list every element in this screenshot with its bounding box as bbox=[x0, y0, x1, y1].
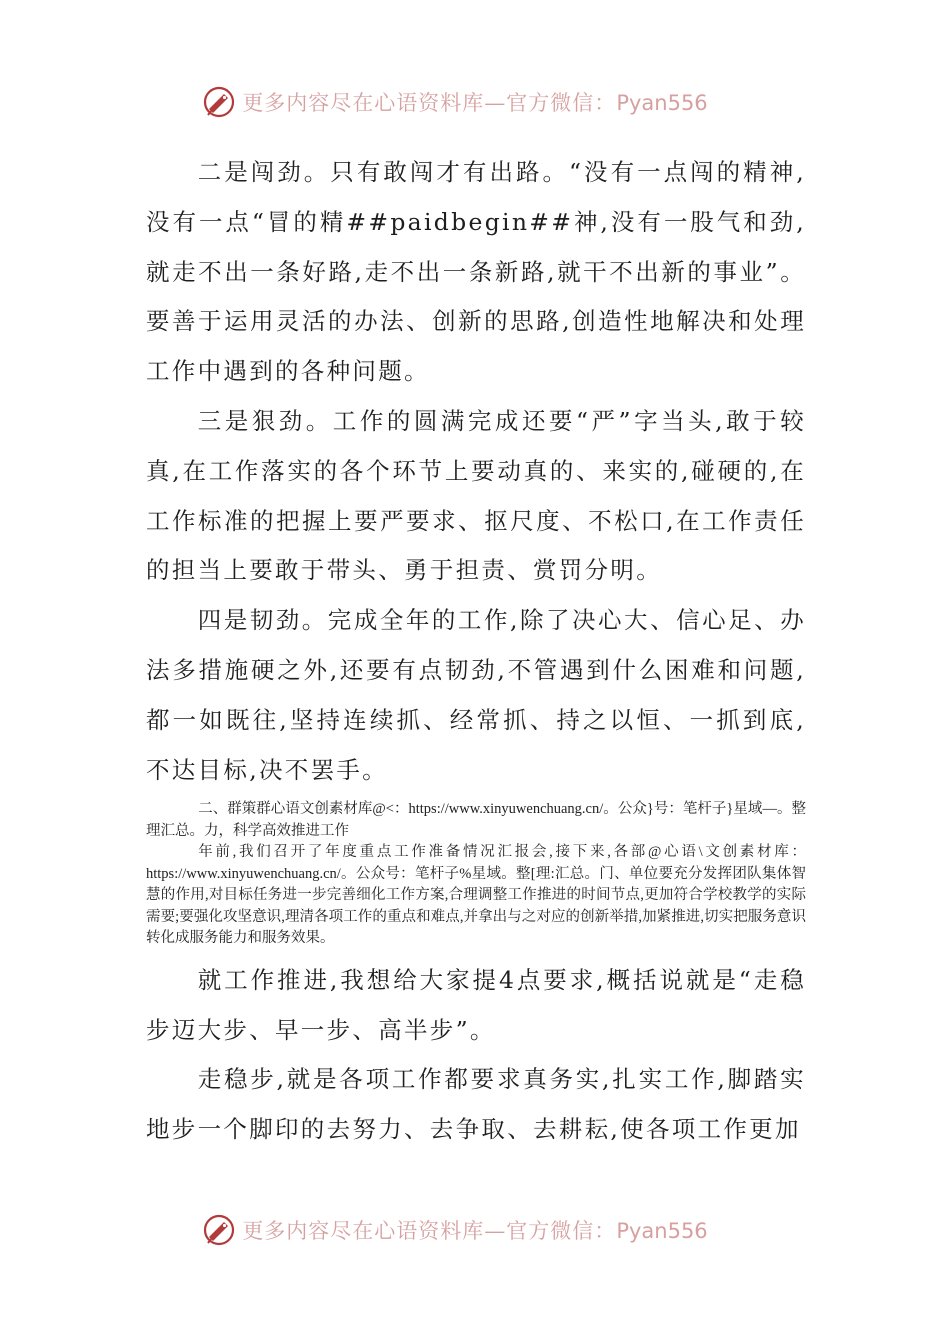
header-watermark bbox=[0, 82, 950, 122]
paragraph-chuangjin: 二是闯劲。只有敢闯才有出路。“没有一点闯的精神,没有一点“冒的精##paidbegin##神,没有一股气和劲,就走不出一条好路,走不出一条新路,就干不出新的事业”。要善于运用灵活的办法、创新的思路,创造性地解决和处理工作中遇到的各种问题。 bbox=[146, 158, 806, 386]
paragraph-henjin: 三是狠劲。工作的圆满完成还要“严”字当头,敢于较真,在工作落实的各个环节上要动真的、来实的,碰硬的,在工作标准的把握上要严要求、抠尺度、不松口,在工作责任的担当上要敢于带头、勇于担责、赏罚分明。 bbox=[146, 406, 806, 585]
watermark-text: 更多内容尽在心语资料库—官方微信：Pyan556 bbox=[242, 91, 708, 115]
wechat-id: Pyan556 bbox=[616, 1219, 708, 1243]
paragraph-zouwenbu: 走稳步,就是各项工作都要求真务实,扎实工作,脚踏实地步一个脚印的去努力、去争取、去耕耘,使各项工作更加 bbox=[146, 1065, 806, 1144]
document-body bbox=[146, 148, 806, 1155]
small-paragraph: 年前,我们召开了年度重点工作准备情况汇报会,接下来,各部@心语\文创素材库：https://www.xinyuwenchuang.cn/。公众号：笔杆子%星域。整[理:汇总。门、单位要充分发挥团队集体智慧的作用,对目标任务进一步完善细化工作方案,合理调整工作推进的时间节点,更加符合学校教学的实际需要;要强化攻坚意识,理清各项工作的重点和难点,并拿出与之对应的创新举措,加紧推进,切实把服务意识转化成服务能力和服务效果。 bbox=[146, 844, 806, 947]
paragraph-renjin: 四是韧劲。完成全年的工作,除了决心大、信心足、办法多措施硬之外,还要有点韧劲,不管遇到什么困难和问题,都一如既往,坚持连续抓、经常抓、持之以恒、一抓到底,不达目标,决不罢手。 bbox=[146, 606, 806, 784]
paragraph-requirements: 就工作推进,我想给大家提4点要求,概括说就是“走稳步迈大步、早一步、高半步”。 bbox=[146, 965, 806, 1044]
watermark-text: 更多内容尽在心语资料库—官方微信：Pyan556 bbox=[242, 1219, 708, 1243]
section-heading-small: 二、群策群心语文创素材库@<：https://www.xinyuwenchuang.cn/。公众}号：笔杆子}星域—。整理汇总。力，科学高效推进工作 bbox=[146, 801, 806, 839]
wechat-id: Pyan556 bbox=[616, 91, 708, 115]
pen-nib-circle-icon bbox=[202, 85, 236, 119]
pen-nib-circle-icon bbox=[202, 1213, 236, 1247]
footer-watermark bbox=[0, 1210, 950, 1250]
